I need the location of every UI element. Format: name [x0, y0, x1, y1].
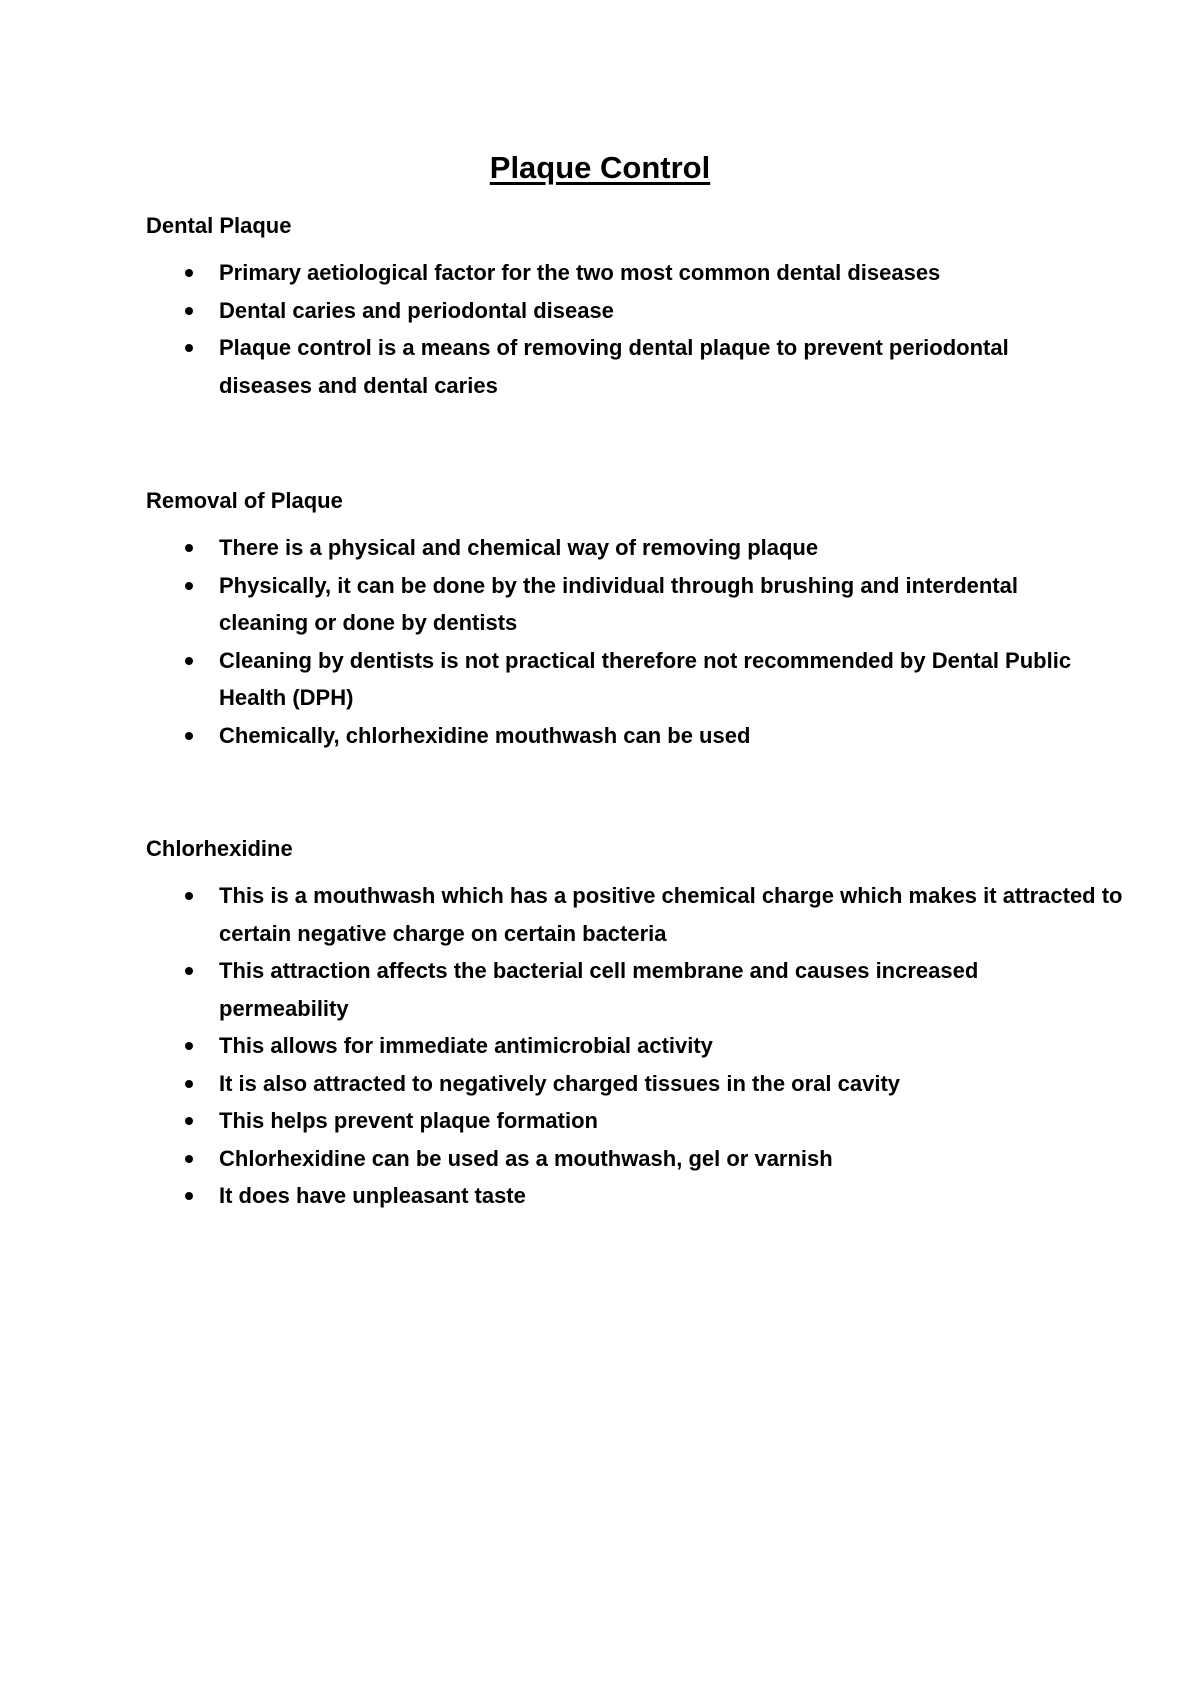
bullet-icon: [185, 344, 193, 352]
list-item: [146, 529, 1099, 567]
bullet-icon: [185, 892, 193, 900]
page-title: Plaque Control: [489, 150, 711, 185]
section-removal-of-plaque: [146, 487, 1086, 754]
list-item-text: Cleaning by dentists is not practical therefore not recommended by Dental Public Health (DPH): [219, 647, 1072, 710]
bullet-icon: [185, 657, 193, 665]
section-chlorhexidine: [146, 835, 1123, 1215]
list-item-text: Physically, it can be done by the individual through brushing and interdental cleaning or done by dentists: [219, 572, 1019, 635]
list-item: [146, 1177, 1119, 1215]
bullet-icon: [185, 1155, 193, 1163]
bullet-icon: [185, 269, 193, 277]
list-item: [146, 717, 1099, 755]
list-item-text: Chemically, chlorhexidine mouthwash can be used: [219, 722, 751, 748]
list-item-text: Chlorhexidine can be used as a mouthwash, gel or varnish: [219, 1145, 833, 1171]
list-item-text: Dental caries and periodontal disease: [219, 297, 614, 323]
list-item-text: This is a mouthwash which has a positive chemical charge which makes it attracted to certain negative charge on certain bacteria: [219, 883, 1123, 946]
list-item: [146, 329, 1039, 404]
list-item: [146, 1065, 1119, 1103]
section-heading: Chlorhexidine: [146, 836, 293, 861]
section-dental-plaque: [146, 212, 1086, 404]
list-item: [146, 1140, 1119, 1178]
bullet-icon: [185, 1117, 193, 1125]
bullet-icon: [185, 1192, 193, 1200]
section-heading: Dental Plaque: [146, 213, 292, 238]
list-item-text: Plaque control is a means of removing dental plaque to prevent periodontal diseases and dental caries: [219, 335, 1009, 398]
list-item-text: There is a physical and chemical way of removing plaque: [219, 535, 819, 560]
bullet-icon: [185, 582, 193, 590]
list-item: [146, 254, 1119, 292]
list-item-text: This helps prevent plaque formation: [219, 1108, 598, 1133]
list-item-text: This attraction affects the bacterial cell membrane and causes increased permeability: [219, 958, 979, 1021]
list-item: [146, 1027, 1119, 1065]
bullet-icon: [185, 544, 193, 552]
bullet-list: [146, 254, 1086, 404]
bullet-icon: [185, 1042, 193, 1050]
list-item: [146, 1102, 1119, 1140]
list-item-text: Primary aetiological factor for the two most common dental diseases: [219, 260, 941, 285]
list-item: [146, 877, 1139, 952]
list-item: [146, 952, 1029, 1027]
list-item-text: It does have unpleasant taste: [219, 1183, 526, 1208]
list-item: [146, 567, 1049, 642]
bullet-icon: [185, 967, 193, 975]
bullet-icon: [185, 732, 193, 740]
list-item: [146, 292, 1119, 330]
bullet-icon: [185, 307, 193, 315]
section-heading: Removal of Plaque: [146, 488, 343, 513]
list-item-text: It is also attracted to negatively charged tissues in the oral cavity: [219, 1070, 901, 1096]
bullet-icon: [185, 1080, 193, 1088]
list-item-text: This allows for immediate antimicrobial activity: [219, 1033, 713, 1058]
bullet-list: [146, 529, 1086, 754]
bullet-list: [146, 877, 1123, 1215]
list-item: [146, 642, 1089, 717]
